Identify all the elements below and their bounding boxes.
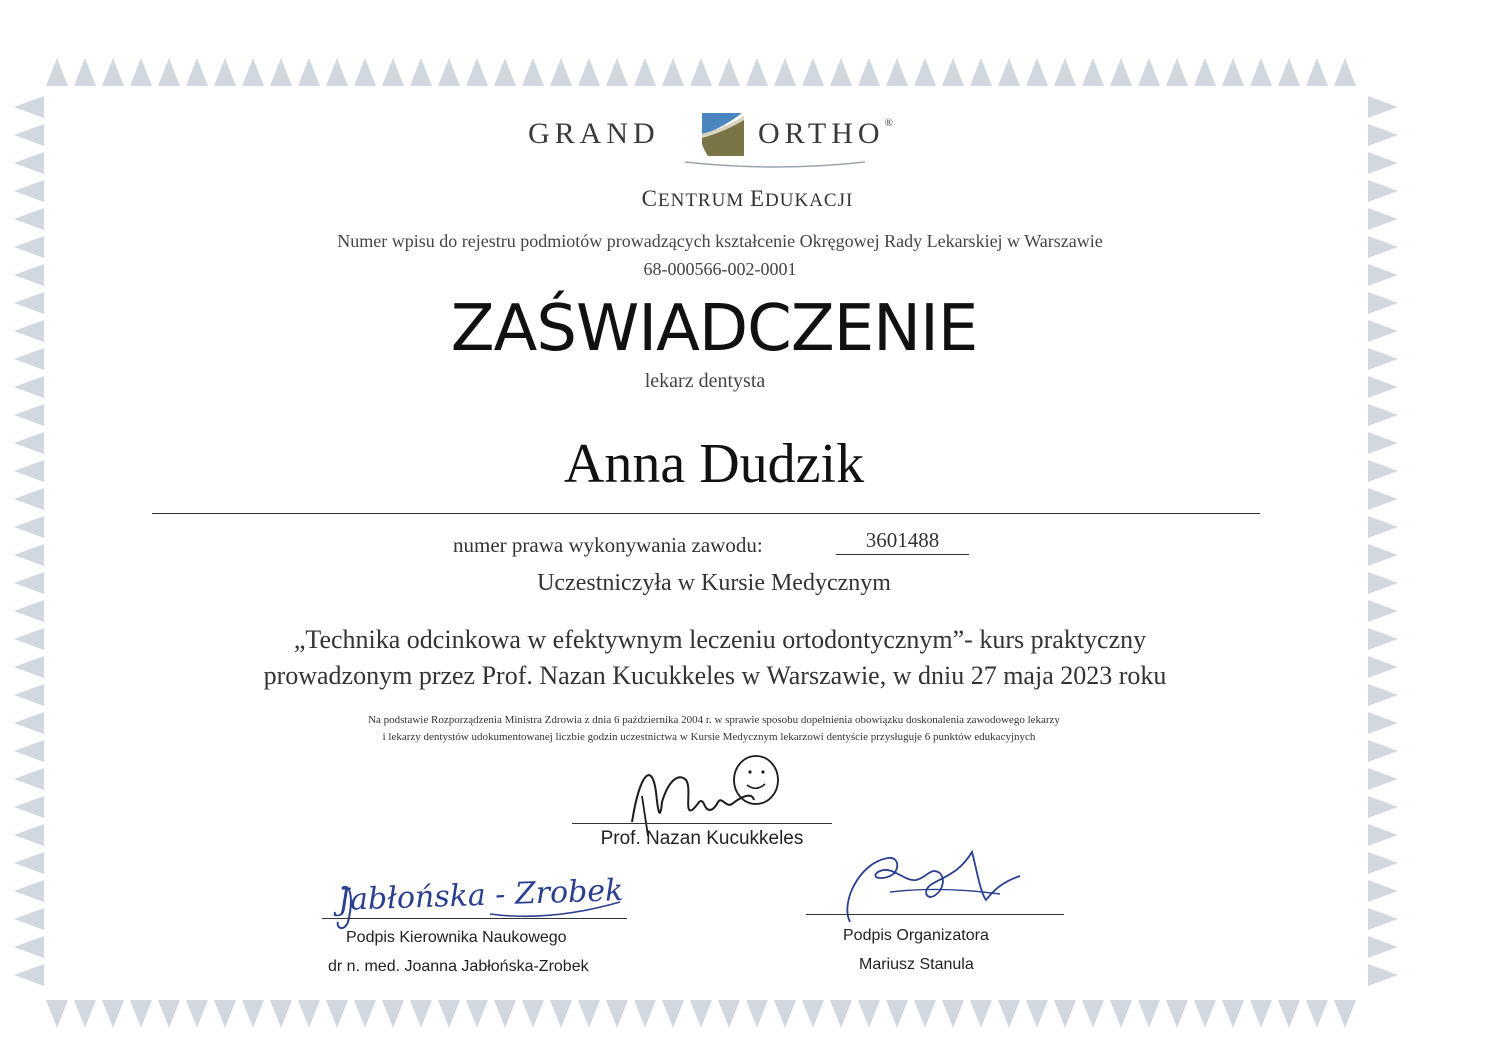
brand-left-word: GRAND xyxy=(528,117,660,150)
education-center-label xyxy=(0,186,1495,212)
course-details-line: prowadzonym przez Prof. Nazan Kucukkeles w Warszawie, w dniu 27 maja 2023 roku xyxy=(263,661,1167,690)
logo-swoosh xyxy=(685,160,865,174)
organizer-name: Mariusz Stanula xyxy=(859,956,974,973)
scientific-head-role: Podpis Kierownika Naukowego xyxy=(346,929,567,946)
legal-basis-line-1: Na podstawie Rozporządzenia Ministra Zdrowia z dnia 6 października 2004 r. w sprawie sposobu dopełnienia obowiązku doskonalenia zawodowego lekarzy xyxy=(368,714,1060,726)
subtitle-rest-1: ENTRUM xyxy=(658,190,750,211)
lecturer-name: Prof. Nazan Kucukkeles xyxy=(600,828,804,849)
certificate-title: ZAŚWIADCZENIE xyxy=(450,292,978,366)
scientific-head-handwriting: Jabłońska - Zrobek xyxy=(337,873,624,918)
subtitle-cap-e: E xyxy=(749,186,766,211)
subtitle-cap-c: C xyxy=(641,186,658,211)
brand-right-word xyxy=(758,117,893,151)
name-underline xyxy=(152,513,1260,514)
legal-basis-line-2: i lekarzy dentystów udokumentowanej liczbie godzin uczestnictwa w Kursie Medycznym lekarzowi dentyście przysługuje 6 punktów edukacyjnych xyxy=(382,731,1036,743)
license-label: numer prawa wykonywania zawodu: xyxy=(453,533,763,557)
organizer-role: Podpis Organizatora xyxy=(843,927,989,944)
registry-text: Numer wpisu do rejestru podmiotów prowadzących kształcenie Okręgowej Rady Lekarskiej w Warszawie xyxy=(337,231,1103,251)
grand-ortho-emblem-icon xyxy=(698,110,748,158)
subtitle-rest-2: DUKACJI xyxy=(765,190,854,211)
scientific-head-name: dr n. med. Joanna Jabłońska-Zrobek xyxy=(328,958,589,975)
organizer-signature-line xyxy=(806,914,1064,915)
scientific-head-signature-line xyxy=(322,918,627,919)
recipient-name: Anna Dudzik xyxy=(563,433,865,495)
course-title-line: „Technika odcinkowa w efektywnym leczeniu ortodontycznym”- kurs praktyczny xyxy=(293,625,1147,654)
organizer-signature xyxy=(830,842,1030,932)
registry-number: 68-000566-002-0001 xyxy=(643,259,797,279)
license-number: 3601488 xyxy=(836,528,969,555)
participation-text: Uczestniczyła w Kursie Medycznym xyxy=(537,570,891,596)
lecturer-signature-line xyxy=(572,823,832,824)
profession-label: lekarz dentysta xyxy=(644,370,766,392)
registered-mark: ® xyxy=(884,117,893,129)
brand-right-word-text: ORTHO xyxy=(758,117,885,150)
